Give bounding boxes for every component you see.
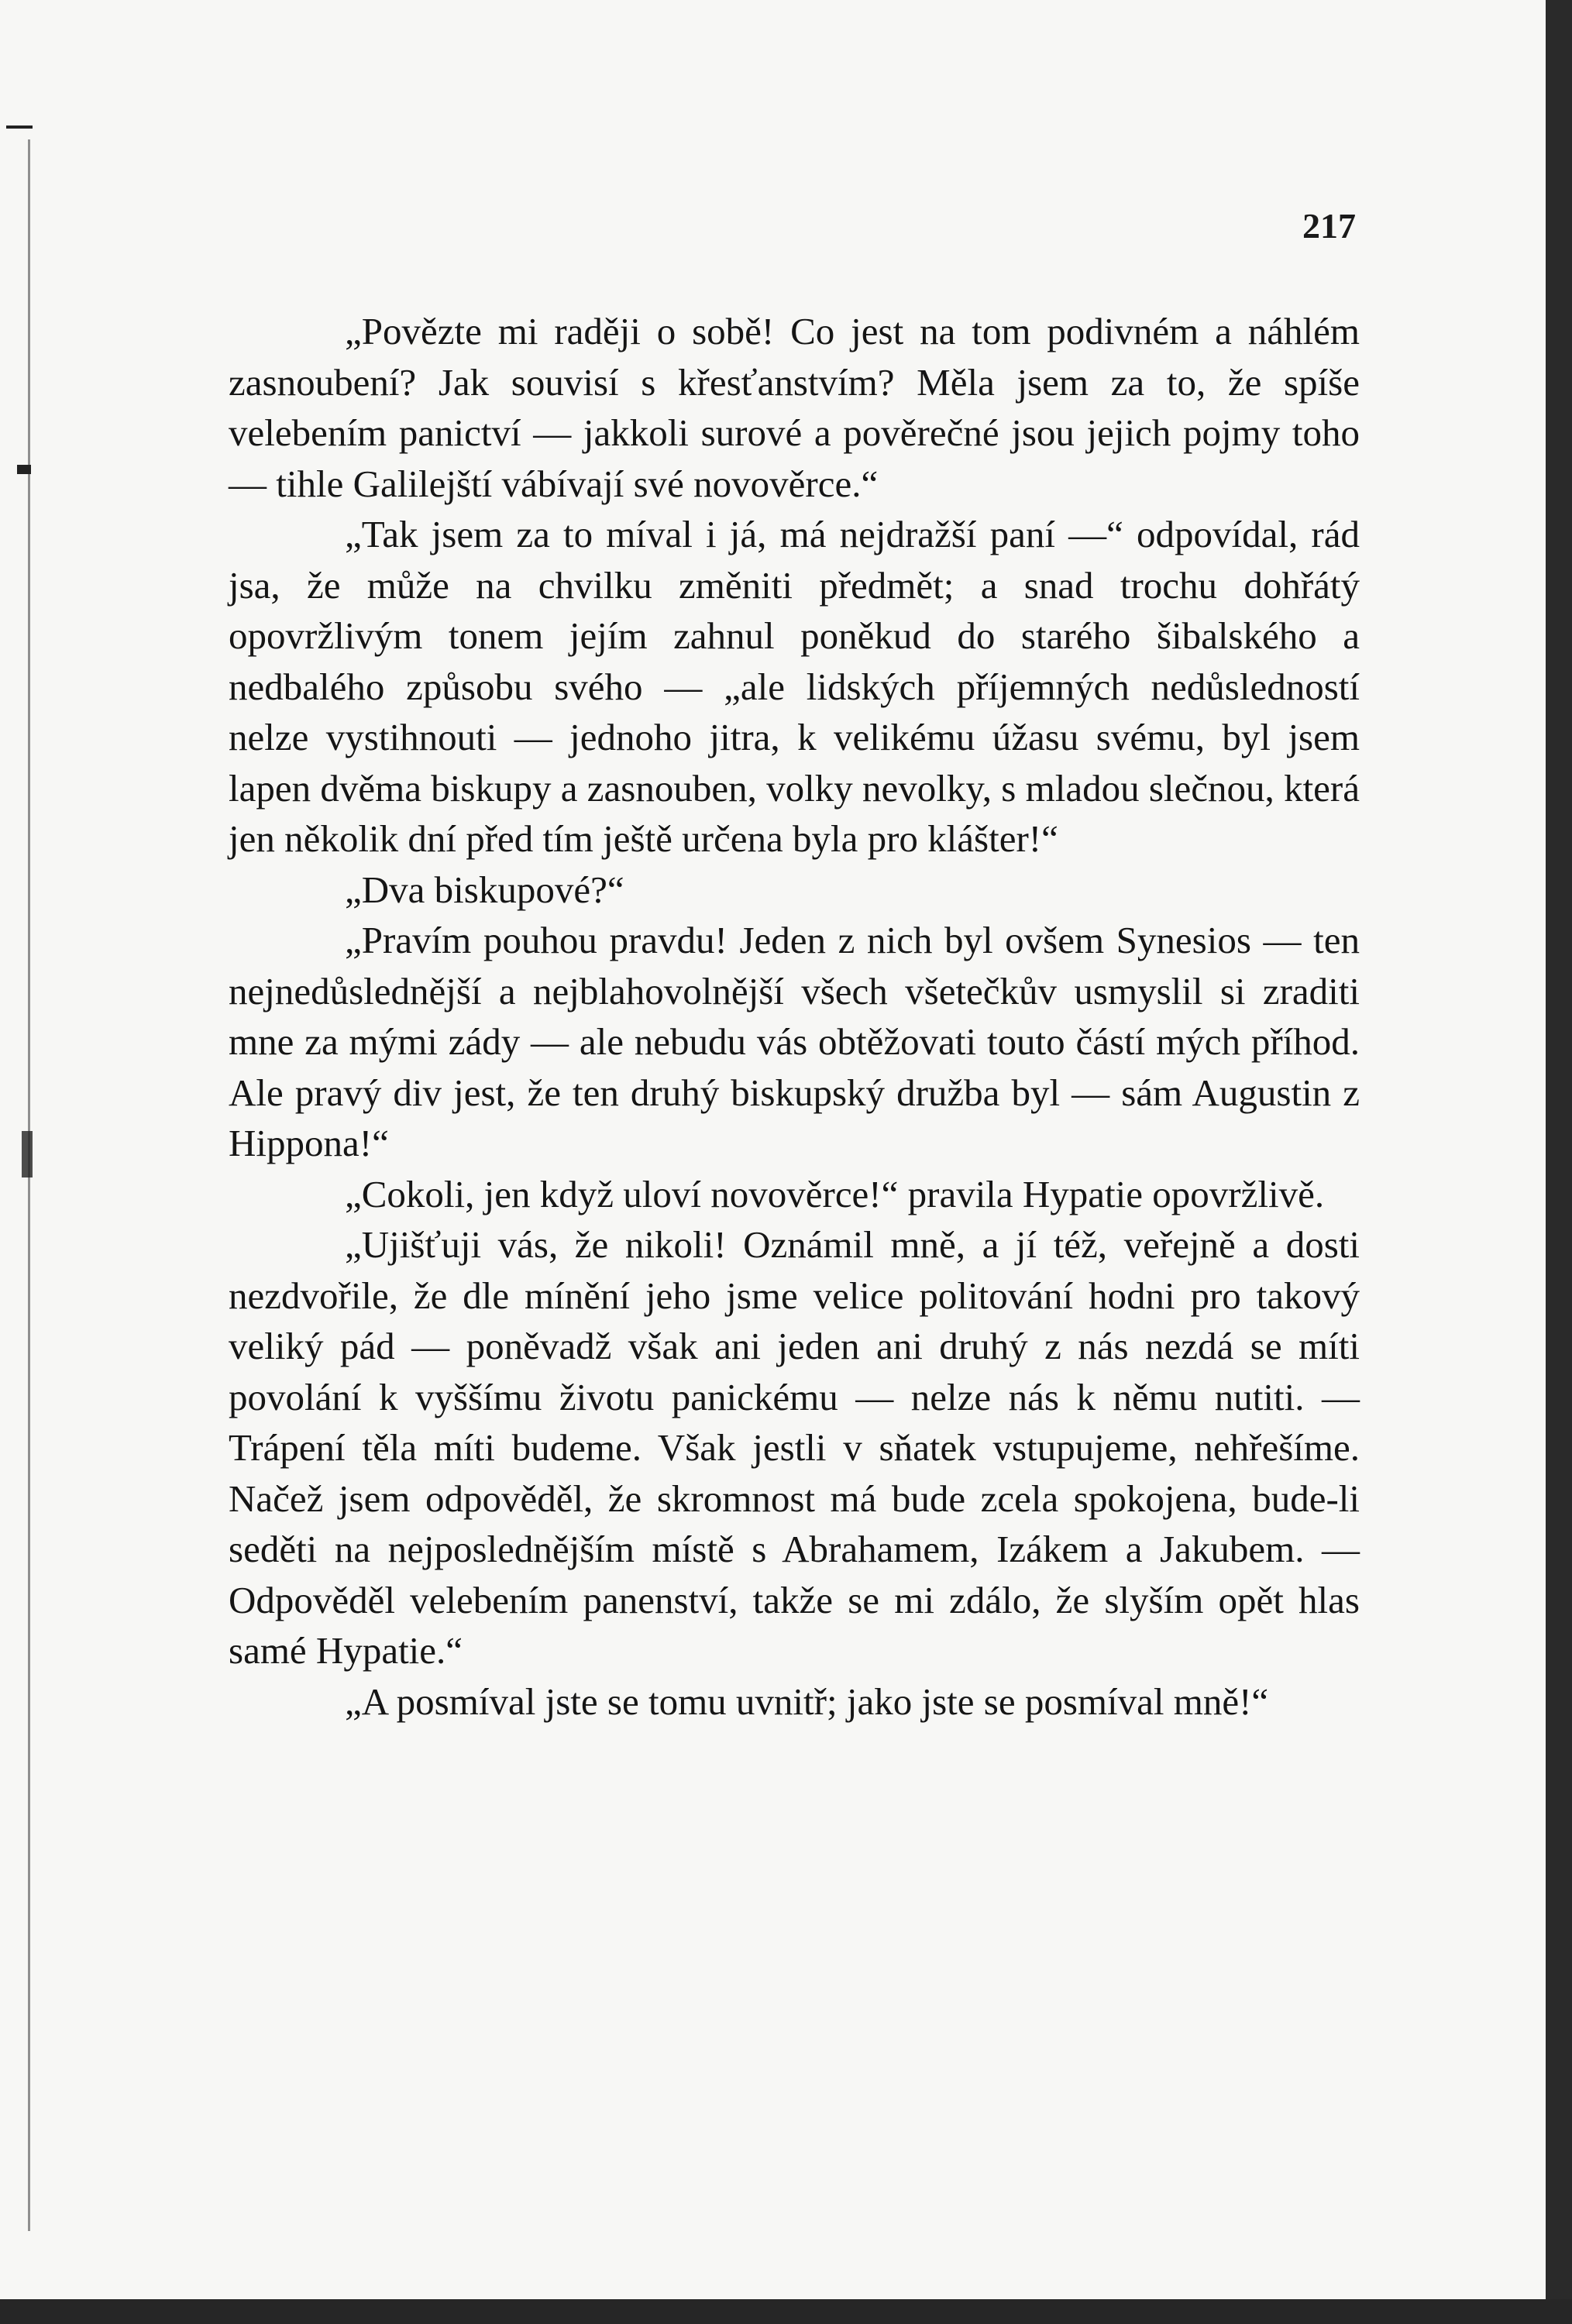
gutter-mark: [17, 465, 31, 474]
scan-edge-right: [1546, 0, 1572, 2324]
paragraph: „Tak jsem za to míval i já, má nejdražší paní —“ odpovídal, rád jsa, že může na chvilku změniti předmět; a snad trochu dohřátý opovržlivým tonem jejím zahnul poněkud do starého šibalského a nedbalého způsobu svého — „ale lidských příjemných nedůsledností nelze vystihnouti — jednoho jitra, k velikému úžasu svému, byl jsem lapen dvěma biskupy a zasnouben, volky nevolky, s mladou slečnou, která jen několik dní před tím ještě určena byla pro klášter!“: [229, 513, 1360, 860]
paragraph: „Ujišťuji vás, že nikoli! Oznámil mně, a jí též, veřejně a dosti nezdvořile, že dle mínění jeho jsme velice politování hodni pro takový veliký pád — poněvadž však ani jeden ani druhý z nás nezdá se míti povolání k vyššímu životu panickému — nelze nás k němu nutiti. — Trápení těla míti budeme. Však jestli v sňatek vstupujeme, nehřešíme. Načež jsem odpověděl, že skromnost má bude zcela spokojena, bude-li seděti na nejposlednějším místě s Abrahamem, Izákem a Jakubem. — Odpověděl velebením panenství, takže se mi zdálo, že slyším opět hlas samé Hypatie.“: [229, 1223, 1360, 1672]
paragraph: „Dva biskupové?“: [345, 868, 624, 911]
paragraph: „Pravím pouhou pravdu! Jeden z nich byl ovšem Synesios — ten nejnedůslednější a nejblahovolnější všech všetečkův usmyslil si zraditi mne za mými zády — ale nebudu vás obtěžovati touto částí mých příhod. Ale pravý div jest, že ten druhý biskupský družba byl — sám Augustin z Hippona!“: [229, 919, 1360, 1164]
page-number: 217: [1302, 206, 1356, 246]
body-text: [229, 306, 1360, 1727]
paragraph: „A posmíval jste se tomu uvnitř; jako jste se posmíval mně!“: [345, 1679, 1269, 1723]
gutter-mark: [6, 125, 33, 129]
paragraph: „Cokoli, jen když uloví novověrce!“ pravila Hypatie opovržlivě.: [345, 1172, 1325, 1215]
binding-shadow: [28, 139, 30, 2231]
gutter-mark: [22, 1131, 33, 1177]
paragraph: „Povězte mi raději o sobě! Co jest na tom podivném a náhlém zasnoubení? Jak souvisí s křesťanstvím? Měla jsem za to, že spíše velebením panictví — jakkoli surové a pověrečné jsou jejich pojmy toho — tihle Galilejští vábívají své novověrce.“: [229, 310, 1360, 505]
scan-edge-bottom: [0, 2299, 1572, 2324]
